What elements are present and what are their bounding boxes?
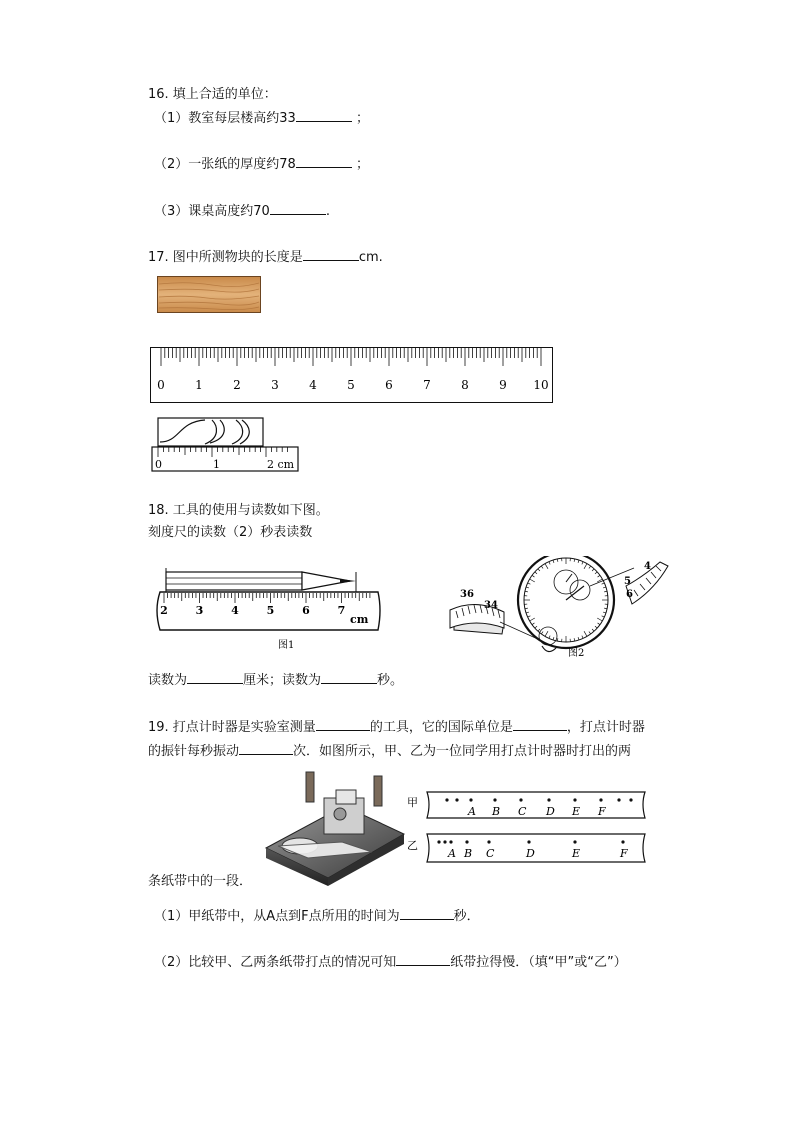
q19-line-2	[148, 741, 631, 761]
tape-jia-dot	[445, 798, 448, 801]
q16-item-2-end: ；	[355, 157, 369, 172]
ruler-label: 7	[423, 378, 431, 392]
q19-sub1-label: （1）	[154, 909, 189, 924]
q16-item-2-text: 一张纸的厚度约78	[188, 157, 296, 172]
tape-jia-dot	[469, 798, 472, 801]
q18-answer-prefix: 读数为	[148, 673, 188, 688]
tape-yi-dot	[465, 840, 468, 843]
figure-1-label: 图1	[278, 640, 295, 651]
inset-left-label-36: 36	[460, 589, 474, 600]
tape-yi-dot	[449, 840, 452, 843]
q18-blank-cm[interactable]	[187, 670, 243, 684]
q16-item-1	[154, 108, 369, 128]
q18-blank-seconds[interactable]	[321, 670, 377, 684]
figure-1-tick-label: 7	[337, 604, 346, 617]
q17-blank[interactable]	[303, 247, 359, 261]
tape-yi-dot	[437, 840, 440, 843]
figure-2-label: 图2	[568, 648, 585, 659]
q16-item-1-blank[interactable]	[296, 108, 352, 122]
q18-answer-end: 秒。	[377, 673, 404, 688]
tape-jia-dot	[455, 798, 458, 801]
tape-jia-point-label: E	[572, 805, 581, 818]
ruler-0-10	[150, 347, 554, 404]
tape-yi-dot	[621, 840, 624, 843]
figure-1-tick-label: 4	[231, 604, 239, 617]
tape-yi-label: 乙	[407, 839, 418, 852]
ruler-label: 9	[499, 378, 507, 392]
q19-sub-2	[154, 952, 627, 972]
q16-item-3-blank[interactable]	[270, 201, 326, 215]
tape-jia-point-label: F	[598, 805, 606, 818]
small-ruler-figure	[150, 416, 302, 474]
q16-item-2-label: （2）	[154, 157, 189, 172]
tape-jia-dot	[599, 798, 602, 801]
tape-yi-point-label: E	[572, 847, 581, 860]
tape-yi-dot	[487, 840, 490, 843]
q19-sub-1	[154, 906, 480, 926]
tape-jia-dot	[493, 798, 496, 801]
tape-yi-point-label: C	[486, 847, 495, 860]
tape-jia-dot	[629, 798, 632, 801]
tape-yi-point-label: F	[620, 847, 628, 860]
inset-right-label-6: 6	[626, 589, 633, 600]
ruler-label: 4	[309, 378, 317, 392]
inset-right-label-4: 4	[644, 561, 651, 572]
ruler-label: 2	[233, 378, 241, 392]
tape-jia-point-label: A	[468, 805, 476, 818]
q18-answer-mid: 厘米；读数为	[243, 673, 322, 688]
paper-tapes	[405, 786, 649, 868]
q19-sub2-text: 比较甲、乙两条纸带打点的情况可知	[188, 955, 397, 970]
tape-jia-dot	[573, 798, 576, 801]
q19-line-3: 条纸带中的一段．	[148, 874, 253, 889]
figure-1-unit: cm	[350, 613, 369, 626]
tape-jia-point-label: C	[518, 805, 527, 818]
figure-1-tick-label: 3	[195, 604, 204, 617]
q19-line2b: 次．如图所示，甲、乙为一位同学用打点计时器时打出的两	[293, 744, 632, 759]
q19-blank-3[interactable]	[239, 741, 293, 755]
figure-1-pencil-ruler	[150, 566, 386, 654]
tape-yi	[427, 834, 645, 862]
small-ruler-label-0: 0	[155, 458, 162, 471]
figure-2-stopwatch	[448, 556, 672, 662]
wood-block	[157, 276, 261, 313]
ruler-label: 10	[533, 378, 549, 392]
inset-left-label-34: 34	[484, 600, 498, 611]
q18-answer-line	[148, 670, 403, 690]
q18-title: 18. 工具的使用与读数如下图。	[148, 503, 329, 518]
tape-yi-point-label: B	[464, 847, 473, 860]
q19-blank-tape[interactable]	[396, 952, 450, 966]
small-ruler-label-1: 1	[213, 458, 220, 471]
q19-sub1-text: 甲纸带中，从A点到F点所用的时间为	[188, 909, 400, 924]
q18-subtitle: 刻度尺的读数（2）秒表读数	[148, 525, 313, 540]
q19-line1b: 的工具，它的国际单位是	[369, 720, 513, 735]
q19-sub2-label: （2）	[154, 955, 189, 970]
q19-sub1-end: 秒．	[453, 909, 480, 924]
q16-item-2-blank[interactable]	[296, 154, 352, 168]
tape-yi-dot	[527, 840, 530, 843]
ruler-label: 8	[461, 378, 469, 392]
q19-line1c: ，打点计时器	[566, 720, 645, 735]
tape-yi-dot	[443, 840, 446, 843]
q16-item-3-text: 课桌高度约70	[188, 204, 270, 219]
ruler-label: 3	[271, 378, 279, 392]
inset-right-label-5: 5	[624, 576, 631, 587]
tape-jia	[427, 792, 645, 818]
q16-item-3	[154, 201, 330, 221]
ruler-label: 0	[157, 378, 165, 392]
q16-item-3-end: .	[325, 204, 330, 219]
tape-jia-dot	[617, 798, 620, 801]
q19-sub2-end: 纸带拉得慢．（填“甲”或“乙”）	[450, 955, 627, 970]
q17-question	[148, 247, 383, 267]
tape-jia-point-label: B	[492, 805, 501, 818]
q19-line-1	[148, 717, 645, 737]
small-ruler-label-2: 2 cm	[267, 458, 295, 471]
figure-1-tick-label: 6	[302, 604, 310, 617]
q17-prefix: 17. 图中所测物块的长度是	[148, 250, 303, 265]
q16-item-1-label: （1）	[154, 111, 189, 126]
tape-jia-dot	[519, 798, 522, 801]
q19-blank-2[interactable]	[513, 717, 567, 731]
tape-jia-dot	[547, 798, 550, 801]
q16-item-1-end: ；	[355, 111, 369, 126]
figure-1-tick-label: 5	[266, 604, 275, 617]
q19-blank-1[interactable]	[316, 717, 370, 731]
ruler-label: 5	[347, 378, 355, 392]
tape-yi-point-label: A	[448, 847, 456, 860]
ticker-timer-image	[262, 766, 406, 888]
q19-blank-time[interactable]	[400, 906, 454, 920]
ruler-label: 6	[385, 378, 393, 392]
tape-jia-label: 甲	[407, 796, 418, 809]
q16-title: 16. 填上合适的单位：	[148, 87, 277, 102]
q17-unit: cm.	[358, 250, 383, 265]
q16-item-3-label: （3）	[154, 204, 189, 219]
pencil-body	[166, 572, 302, 590]
tape-yi-dot	[573, 840, 576, 843]
q19-line2a: 的振针每秒振动	[148, 744, 240, 759]
tape-yi-point-label: D	[526, 847, 535, 860]
tape-jia-point-label: D	[546, 805, 555, 818]
q19-line1a: 19. 打点计时器是实验室测量	[148, 720, 316, 735]
q16-item-2	[154, 154, 369, 174]
figure-1-tick-label: 2	[160, 604, 168, 617]
ruler-label: 1	[195, 378, 203, 392]
q16-item-1-text: 教室每层楼高约33	[188, 111, 296, 126]
